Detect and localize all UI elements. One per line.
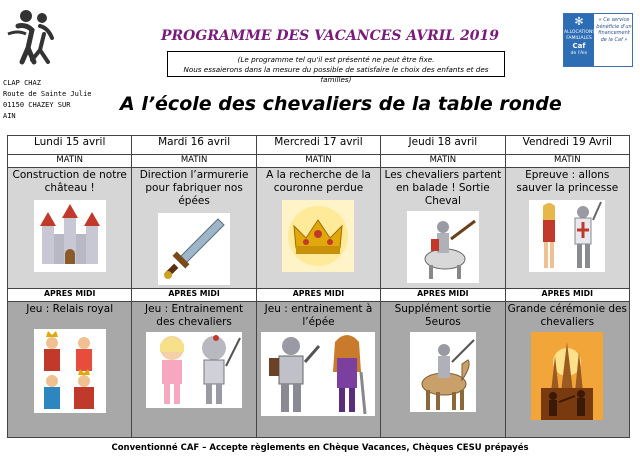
notice-line-1: (Le programme tel qu'il est présenté ne peut être fixe. <box>237 55 435 64</box>
activity-text: Jeu : Entrainement des chevaliers <box>145 303 244 328</box>
activity-text: Jeu : Relais royal <box>26 303 114 315</box>
morning-activity <box>8 168 132 289</box>
afternoon-label: APRES MIDI <box>381 289 505 302</box>
morning-label: MATIN <box>132 155 256 168</box>
activity-text: Grande cérémonie des chevaliers <box>507 303 627 328</box>
royal-family-icon <box>34 329 106 413</box>
morning-activity <box>381 168 505 289</box>
knight-and-princess-icon <box>261 332 375 416</box>
castle-icon <box>34 200 106 272</box>
afternoon-activity <box>8 302 132 438</box>
activity-text: Construction de notre château ! <box>12 169 127 194</box>
activity-text: Supplément sortie 5euros <box>394 303 492 328</box>
day-header: Mardi 16 avril <box>132 136 256 155</box>
address-line: CLAP CHAZ <box>3 79 41 87</box>
afternoon-activity <box>505 302 629 438</box>
caf-region: de l'Ain <box>570 51 588 56</box>
afternoon-label: APRES MIDI <box>132 289 256 302</box>
afternoon-activity <box>256 302 380 438</box>
schedule-table <box>7 135 630 438</box>
footer-payment-info: Conventionné CAF – Accepte règlements en Chèque Vacances, Chèques CESU prépayés <box>111 443 529 453</box>
day-header: Jeudi 18 avril <box>381 136 505 155</box>
day-header: Mercredi 17 avril <box>256 136 380 155</box>
address-line: 01150 CHAZEY SUR <box>3 101 71 109</box>
address-line: Route de Sainte Julie <box>3 90 92 98</box>
caf-funding-text: « Ce service bénéficie d'un financement de la Caf » <box>596 17 632 43</box>
day-header: Lundi 15 avril <box>8 136 132 155</box>
warriors-icon <box>529 200 605 272</box>
address-block <box>3 78 92 122</box>
sword-icon <box>158 213 230 285</box>
snowflake-icon: ✻ <box>574 15 584 28</box>
afternoon-activity <box>381 302 505 438</box>
morning-label: MATIN <box>505 155 629 168</box>
address-line: AIN <box>3 112 16 120</box>
morning-activity <box>505 168 629 289</box>
afternoon-activity <box>132 302 256 438</box>
child-knights-icon <box>146 332 242 408</box>
program-notice <box>167 51 505 84</box>
afternoon-label: APRES MIDI <box>505 289 629 302</box>
morning-label: MATIN <box>256 155 380 168</box>
page-title: PROGRAMME DES VACANCES AVRIL 2019 <box>161 28 499 44</box>
caf-sub: ALLOCATIONS FAMILIALES <box>564 30 596 41</box>
theme-headline: A l’école des chevaliers de la table ronde <box>120 93 562 115</box>
activity-text: Epreuve : allons sauver la princesse <box>516 169 619 194</box>
clap-chaz-logo <box>4 4 62 66</box>
crown-icon <box>282 200 354 272</box>
horse-rider-icon <box>410 332 476 412</box>
caf-logo <box>564 14 594 66</box>
notice-line-2: Nous essaierons dans la mesure du possible de satisfaire le choix des enfants et des familles) <box>183 65 489 84</box>
afternoon-label: APRES MIDI <box>256 289 380 302</box>
activity-text: Les chevaliers partent en balade ! Sortie Cheval <box>384 169 502 207</box>
activity-text: Jeu : entrainement à l’épée <box>264 303 373 328</box>
morning-activity <box>132 168 256 289</box>
morning-label: MATIN <box>381 155 505 168</box>
afternoon-label: APRES MIDI <box>8 289 132 302</box>
day-header: Vendredi 19 Avril <box>505 136 629 155</box>
activity-text: A la recherche de la couronne perdue <box>266 169 371 194</box>
morning-label: MATIN <box>8 155 132 168</box>
ceremony-icon <box>531 332 603 420</box>
caf-brand: Caf <box>572 42 586 50</box>
activity-text: Direction l’armurerie pour fabriquer nos épées <box>139 169 249 207</box>
caf-badge <box>563 13 633 67</box>
mounted-knight-icon <box>407 211 479 283</box>
morning-activity <box>256 168 380 289</box>
